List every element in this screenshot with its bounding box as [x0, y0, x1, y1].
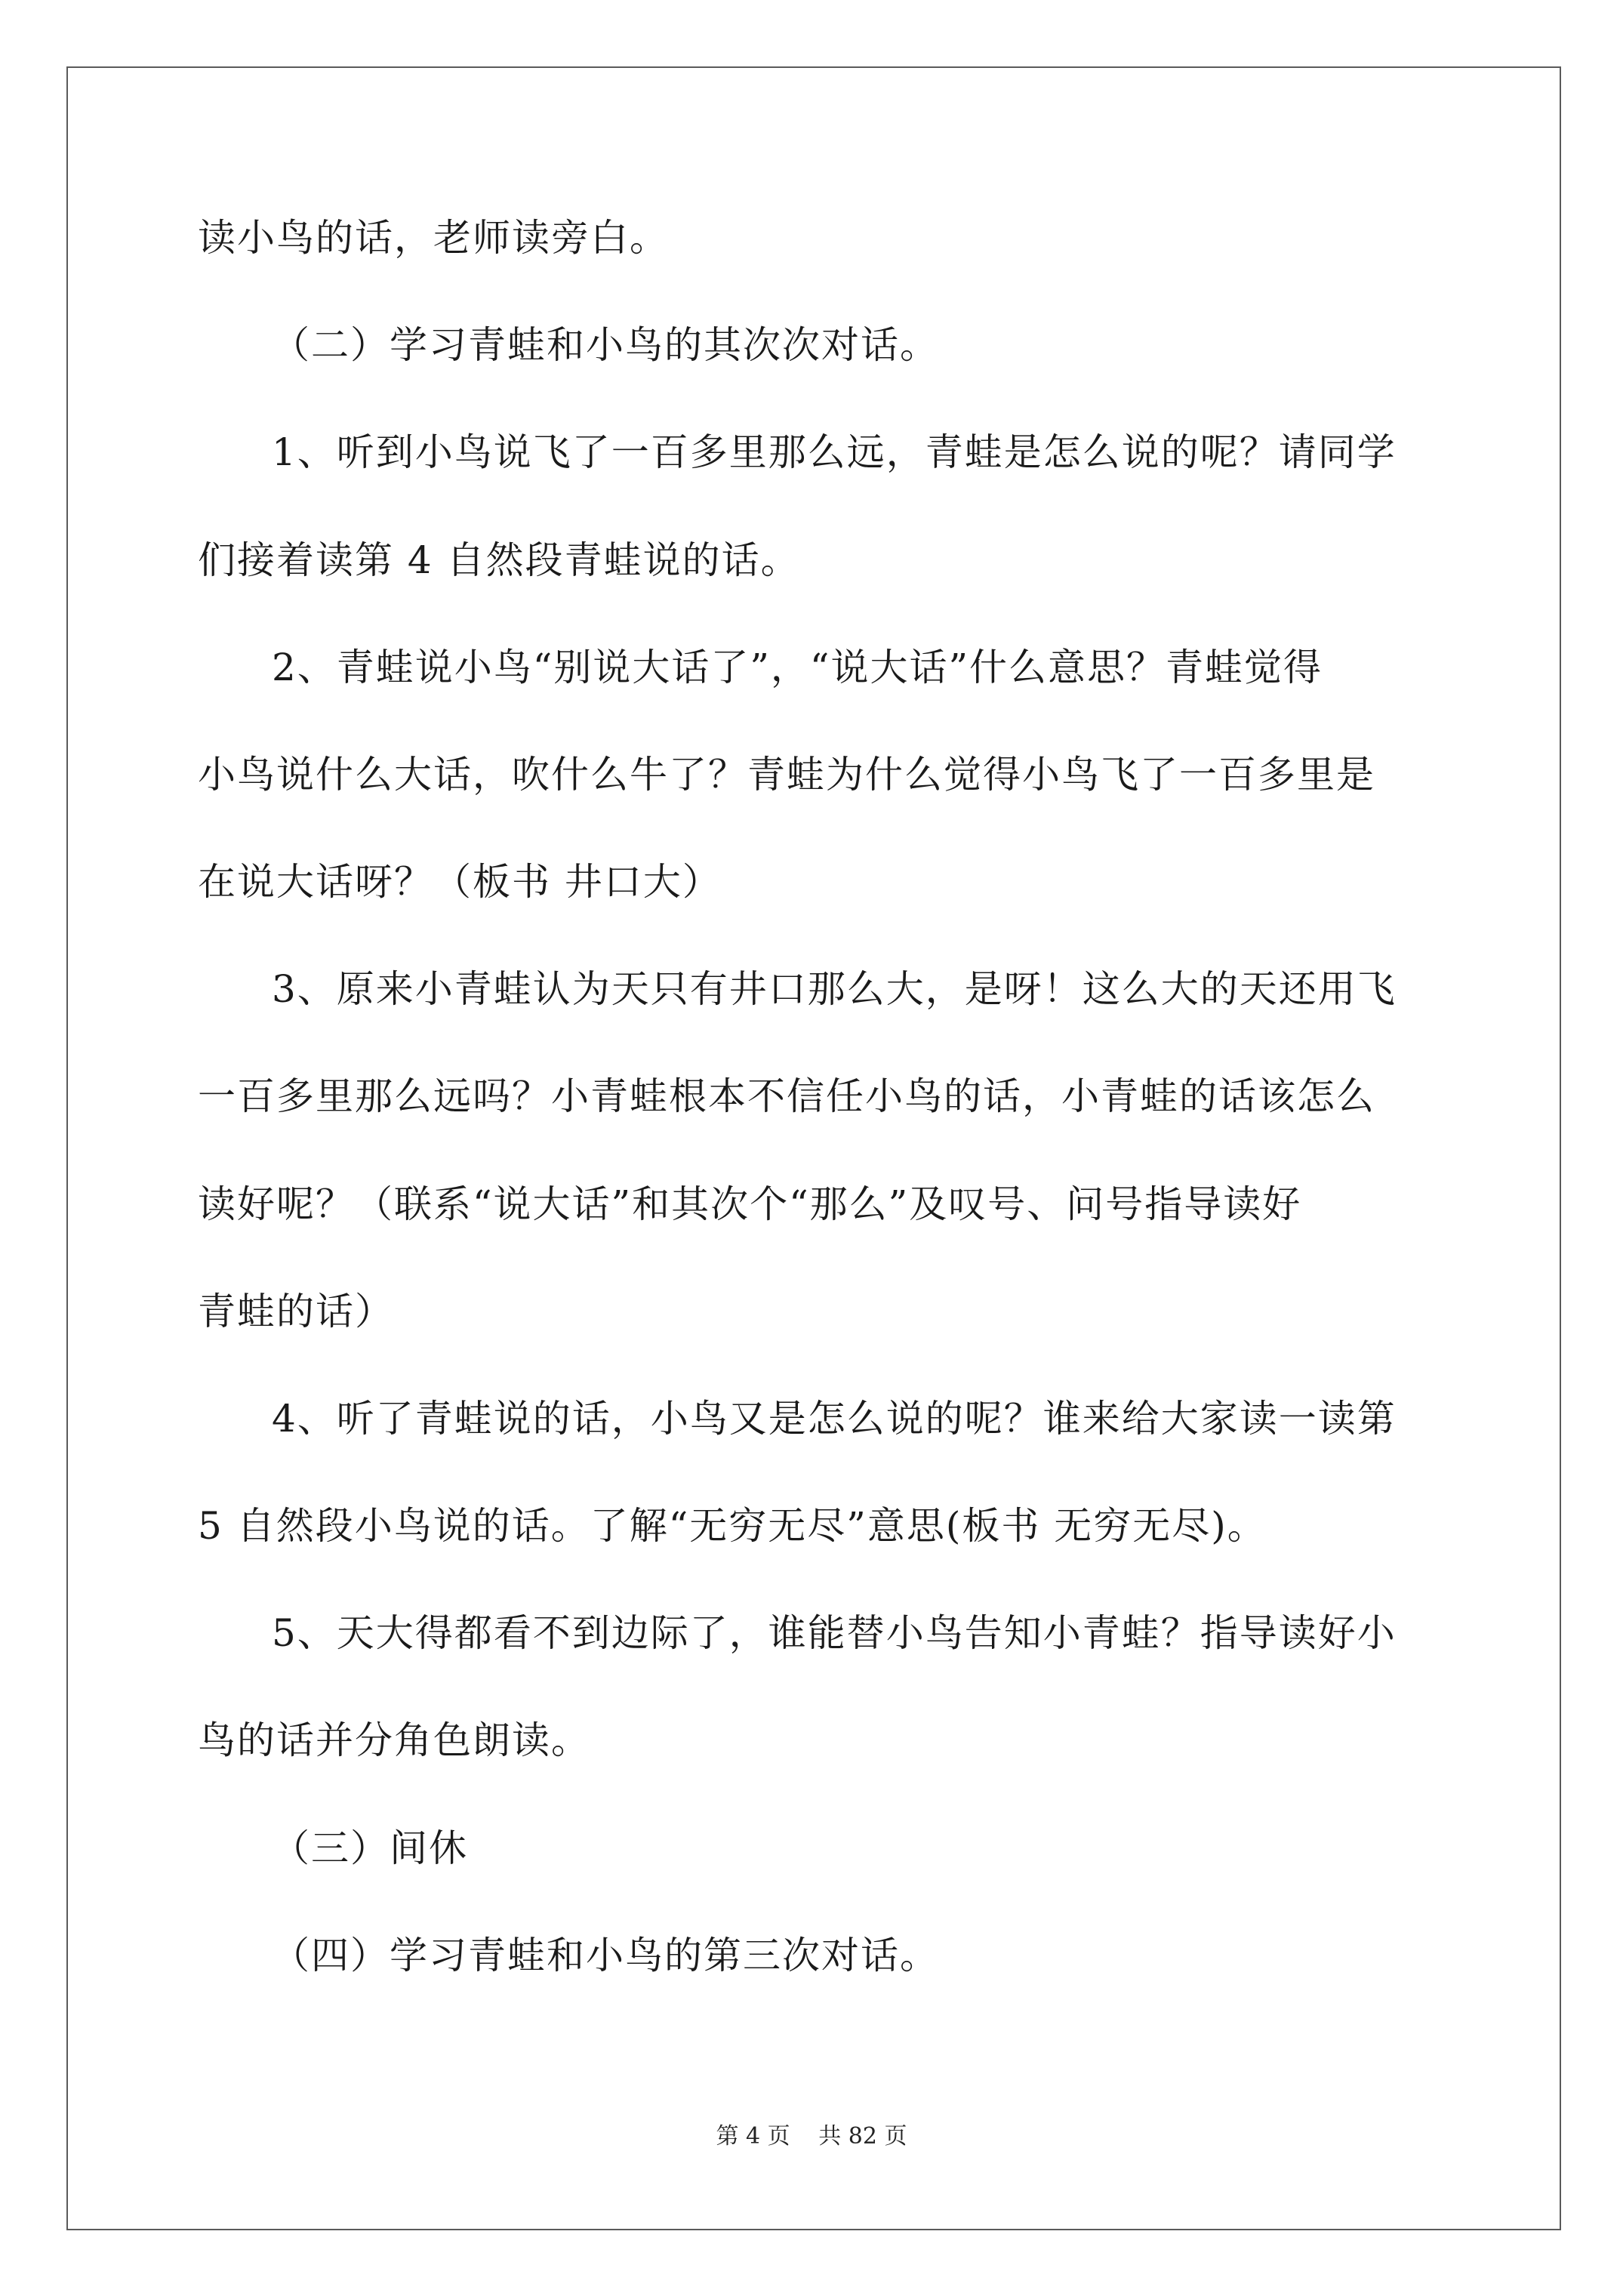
page-footer [0, 2122, 1623, 2152]
page-total: 共 82 页 [818, 2123, 907, 2150]
text-line: 3、原来小青蛙认为天只有井口那么大，是呀！这么大的天还用飞 [272, 967, 1397, 1011]
page-number: 第 4 页 [716, 2123, 790, 2150]
text-line: 读好呢？（联系“说大话”和其次个“那么”及叹号、问号指导读好 [198, 1182, 1302, 1226]
text-line: 一百多里那么远吗？小青蛙根本不信任小鸟的话，小青蛙的话该怎么 [198, 1074, 1375, 1118]
section-heading: （四）学习青蛙和小鸟的第三次对话。 [272, 1934, 939, 1977]
text-line: 1、听到小鸟说飞了一百多里那么远，青蛙是怎么说的呢？请同学 [272, 430, 1397, 474]
text-line: 2、青蛙说小鸟“别说大话了”，“说大话”什么意思？青蛙觉得 [272, 646, 1323, 689]
text-line: 读小鸟的话，老师读旁白。 [198, 216, 669, 260]
text-line: 青蛙的话） [198, 1290, 394, 1333]
text-line: 5、天大得都看不到边际了，谁能替小鸟告知小青蛙？指导读好小 [272, 1611, 1397, 1655]
text-line: 小鸟说什么大话，吹什么牛了？青蛙为什么觉得小鸟飞了一百多里是 [198, 753, 1375, 797]
text-line: 在说大话呀？（板书 井口大） [198, 860, 722, 904]
text-line: 鸟的话并分角色朗读。 [198, 1718, 590, 1762]
text-line: 4、听了青蛙说的话，小鸟又是怎么说的呢？谁来给大家读一读第 [272, 1397, 1397, 1441]
text-line: 5 自然段小鸟说的话。了解“无穷无尽”意思(板书 无穷无尽)。 [198, 1504, 1267, 1548]
page-frame [66, 66, 1561, 2230]
section-heading: （三）间休 [272, 1826, 468, 1870]
text-line: 们接着读第 4 自然段青蛙说的话。 [198, 538, 800, 582]
section-heading: （二）学习青蛙和小鸟的其次次对话。 [272, 323, 939, 367]
